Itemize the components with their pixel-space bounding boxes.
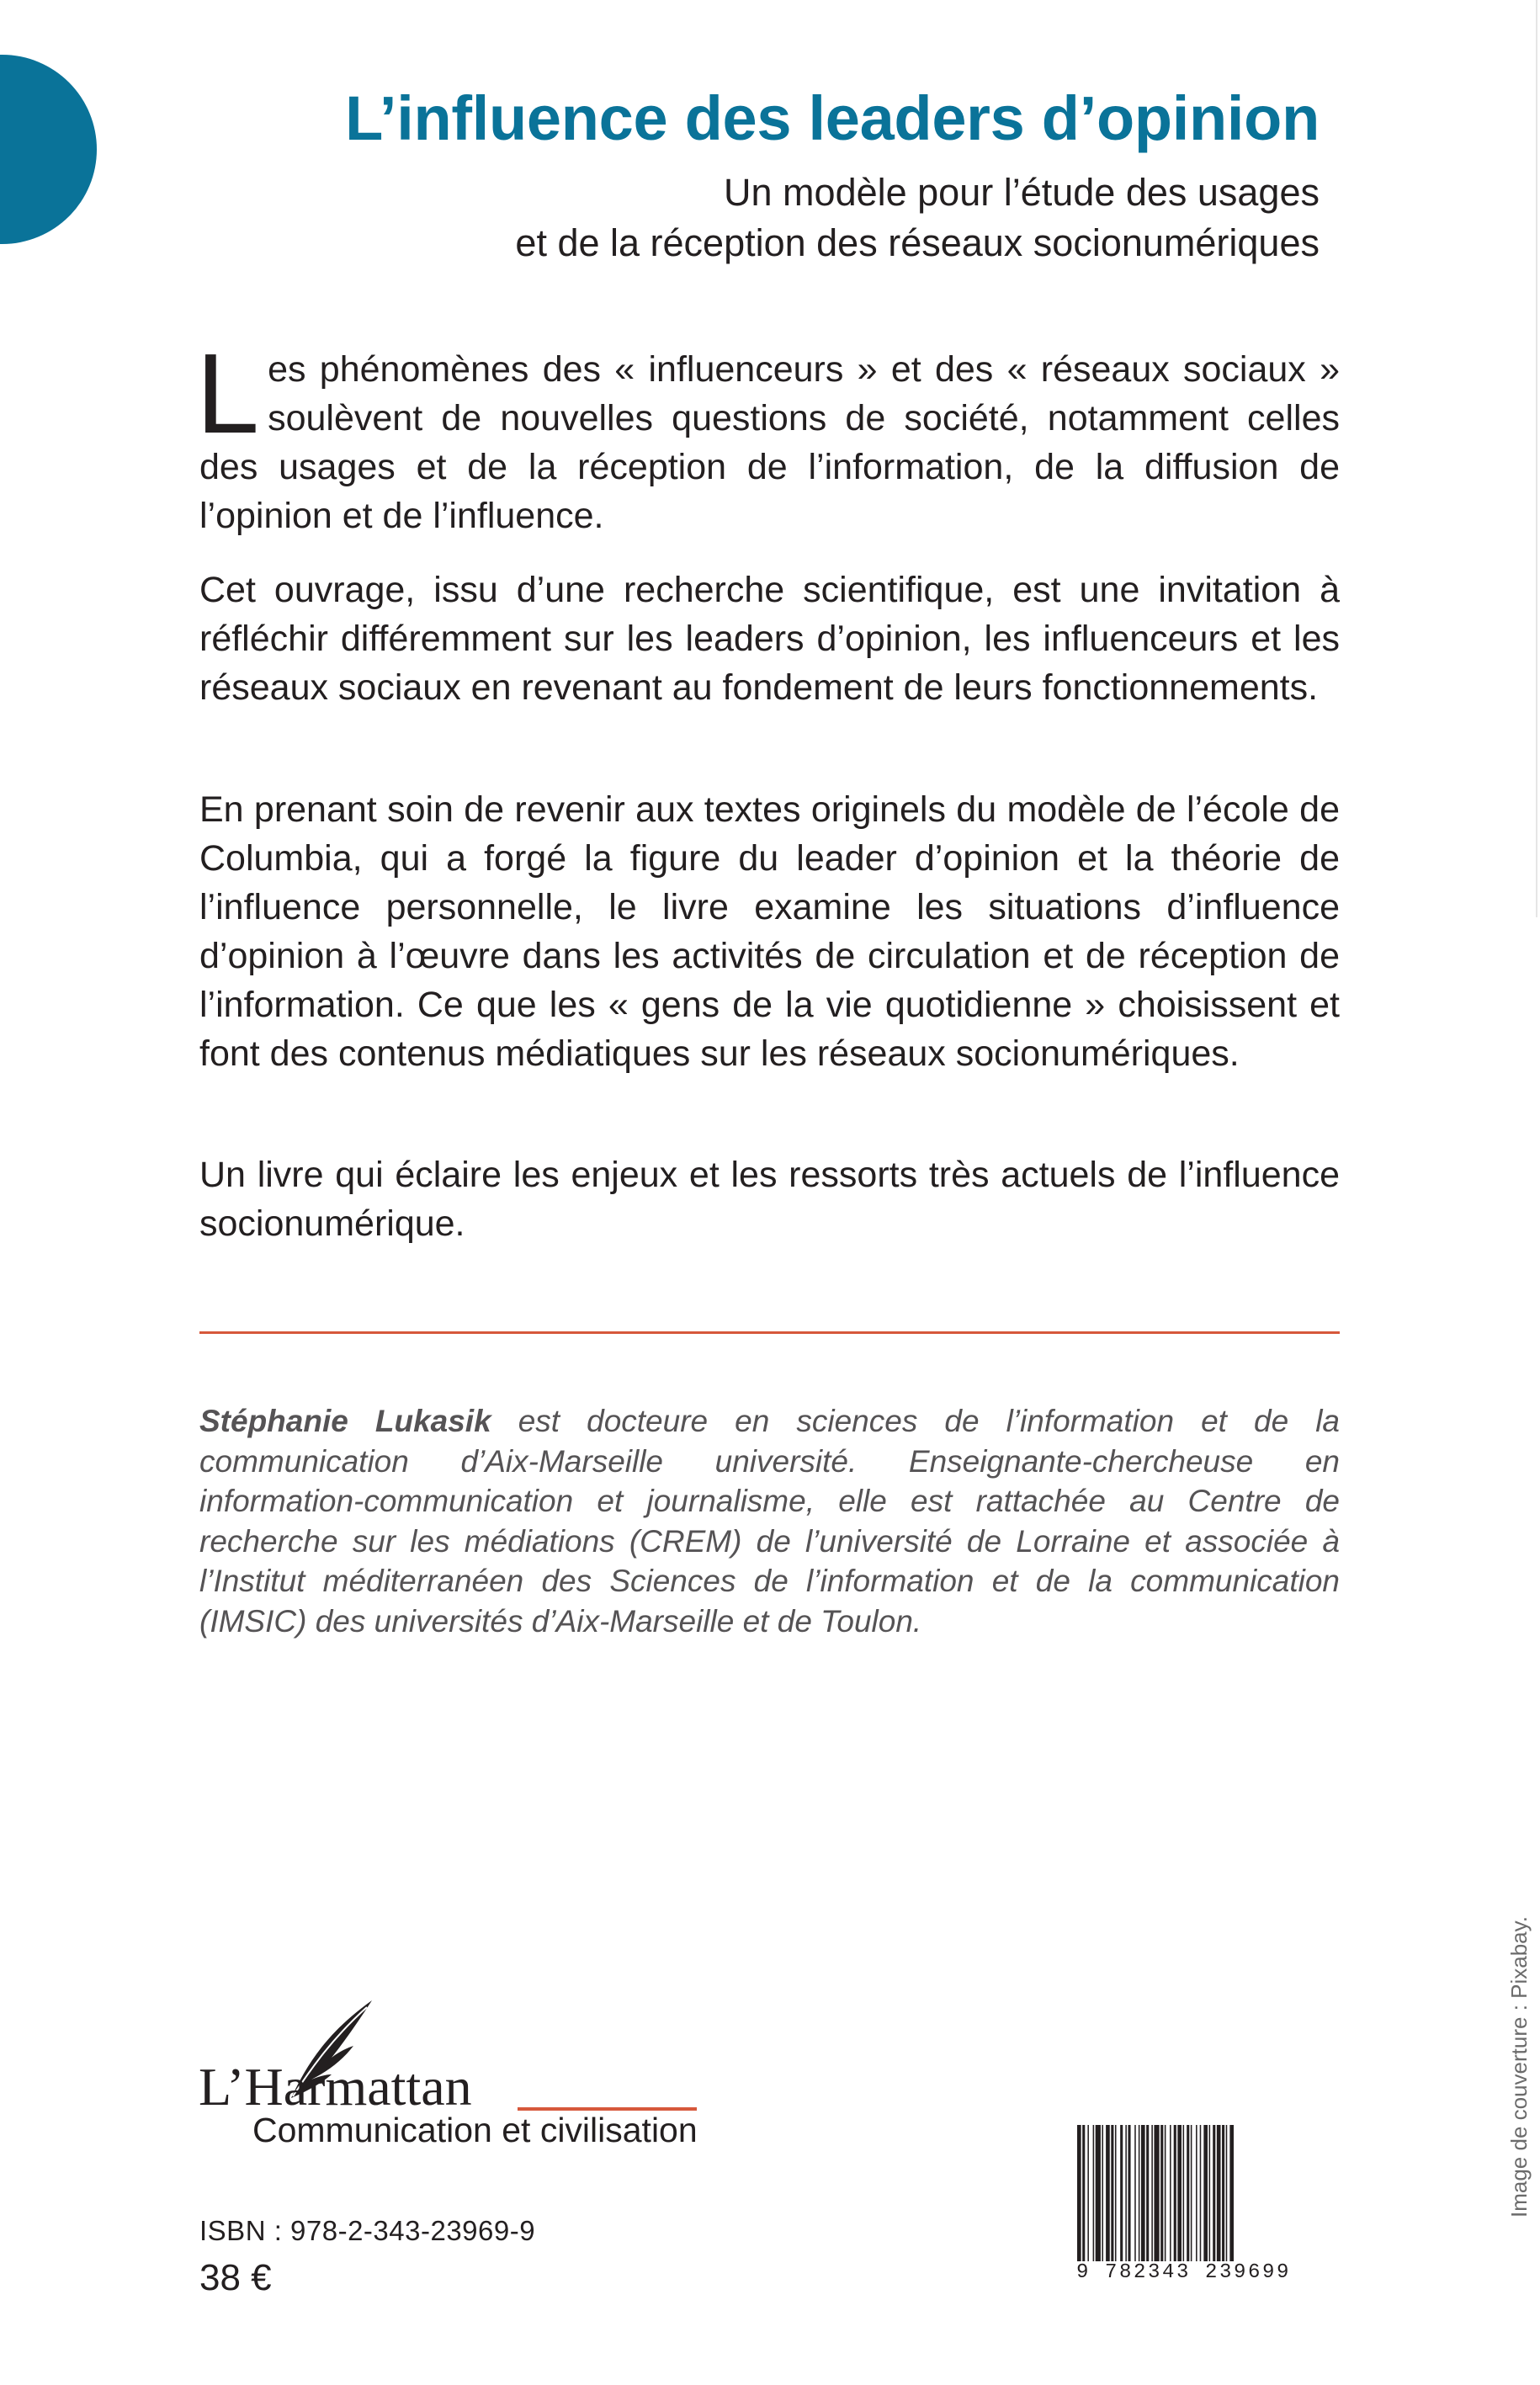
barcode-bar [1096, 2125, 1101, 2276]
barcode-bar [1077, 2125, 1081, 2276]
barcode-bar [1191, 2125, 1192, 2276]
book-title: L’influence des leaders d’opinion [345, 83, 1320, 153]
barcode-bar [1209, 2125, 1211, 2276]
barcode-bar [1134, 2125, 1136, 2276]
barcode-bar [1139, 2125, 1140, 2276]
blurb-paragraph-2-text: Cet ouvrage, issu d’une recherche scientifique, est une invitation à réfléchir différemment sur les leaders d’opinion, les influenceurs et les réseaux sociaux en revenant au fondement de leurs fonctionnements. [199, 570, 1340, 708]
barcode-bar [1154, 2125, 1159, 2276]
barcode-bar [1226, 2125, 1228, 2276]
barcode-bar [1141, 2125, 1145, 2276]
barcode-bar [1087, 2125, 1089, 2276]
collection-name: Communication et civilisation [252, 2111, 698, 2149]
barcode-bar [1217, 2125, 1221, 2276]
barcode-bar [1200, 2125, 1202, 2276]
blurb-paragraph-1 [196, 330, 1340, 540]
drop-cap: L [196, 330, 260, 457]
barcode-bar [1187, 2125, 1189, 2276]
isbn: ISBN : 978-2-343-23969-9 [199, 2215, 536, 2246]
barcode-bar [1115, 2125, 1117, 2276]
barcode-bar [1128, 2125, 1130, 2276]
barcode-bar [1093, 2125, 1095, 2276]
barcode-bar [1146, 2125, 1149, 2276]
section-divider [199, 1331, 1340, 1334]
barcode-bar [1213, 2125, 1215, 2276]
author-name: Stéphanie Lukasik [199, 1404, 491, 1438]
barcode-bar [1177, 2125, 1182, 2276]
image-credit: Image de couverture : Pixabay. [1506, 1916, 1532, 2218]
cover-edge-line [1536, 0, 1537, 917]
barcode-bar [1222, 2125, 1224, 2276]
publisher-logo-text: L’Harmattan [199, 2057, 472, 2117]
barcode-bar [1183, 2125, 1185, 2276]
barcode-bar [1106, 2125, 1110, 2276]
barcode-bar [1082, 2125, 1085, 2276]
blurb-paragraph-1-text: es phénomènes des « influenceurs » et des « réseaux sociaux » soulèvent de nouvelles questions de société, notamment celles des usages et de la réception de l’information, de la diffusion de l’opinion et de l’influence. [199, 349, 1340, 536]
barcode-bar [1160, 2125, 1163, 2276]
author-bio-text: est docteure en sciences de l’information et de la communication d’Aix-Marseille université. Enseignante-chercheuse en information-communication et journalisme, elle est rattachée au Centre de recherche sur les médiations (CREM) de l’université de Lorraine et associée à l’Institut méditerranéen des Sciences de l’information et de la communication (IMSIC) des universités d’Aix-Marseille et de Toulon. [199, 1404, 1341, 1639]
barcode-bar [1170, 2125, 1171, 2276]
barcode-bar [1125, 2125, 1127, 2276]
book-subtitle-line1: Un modèle pour l’étude des usages [724, 171, 1320, 214]
blurb-paragraph-2 [199, 566, 1340, 712]
barcode-digits: 9 782343 239699 [1076, 2261, 1292, 2284]
barcode-bar [1111, 2125, 1113, 2276]
blue-decorative-disc [0, 55, 97, 244]
barcode-bar [1102, 2125, 1103, 2276]
ean-barcode-icon [1075, 2125, 1314, 2276]
blurb-paragraph-4-text: Un livre qui éclaire les enjeux et les ressorts très actuels de l’influence socionumérique. [199, 1155, 1340, 1244]
barcode-bar [1174, 2125, 1176, 2276]
barcode-bar [1196, 2125, 1197, 2276]
barcode-bar [1229, 2125, 1234, 2276]
author-bio [199, 1401, 1340, 1641]
blurb-paragraph-3 [199, 785, 1340, 1078]
barcode-bar [1120, 2125, 1123, 2276]
book-subtitle-line2: et de la réception des réseaux socionumériques [515, 221, 1320, 264]
blurb-paragraph-3-text: En prenant soin de revenir aux textes originels du modèle de l’école de Columbia, qui a forgé la figure du leader d’opinion et la théorie de l’influence personnelle, le livre examine les situations d’influence d’opinion à l’œuvre dans les activités de circulation et de réception de l’information. Ce que les « gens de la vie quotidienne » choisissent et font des contenus médiatiques sur les réseaux socionumériques. [199, 789, 1340, 1074]
barcode-bar [1203, 2125, 1208, 2276]
blurb-paragraph-4 [199, 1150, 1340, 1248]
barcode-bar [1165, 2125, 1166, 2276]
price: 38 € [199, 2257, 272, 2298]
barcode-bar [1151, 2125, 1153, 2276]
